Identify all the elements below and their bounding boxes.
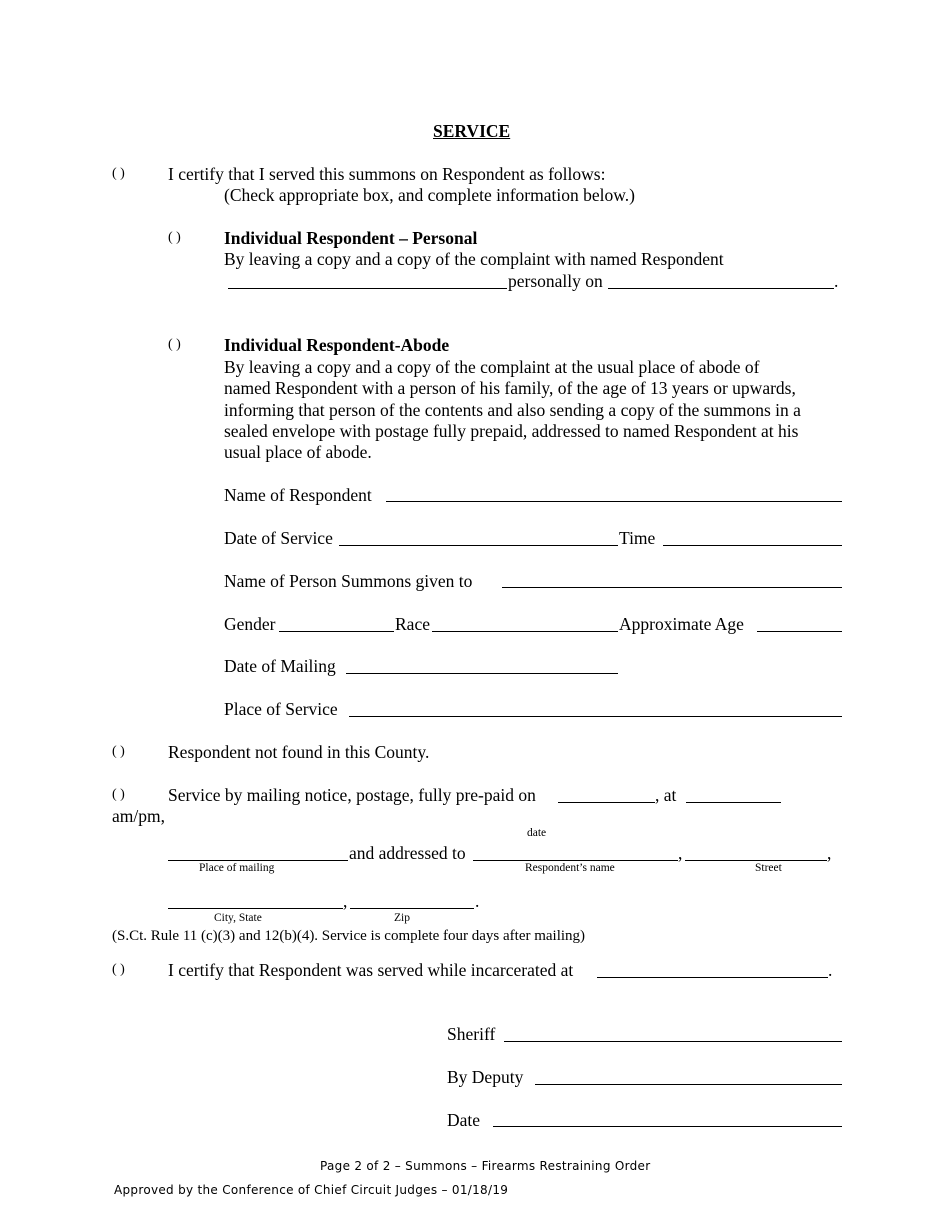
approximate-age-label: Approximate Age bbox=[619, 614, 744, 634]
personal-heading: Individual Respondent – Personal bbox=[224, 228, 478, 248]
place-of-mailing-caption: Place of mailing bbox=[199, 862, 275, 874]
street-caption: Street bbox=[755, 862, 782, 874]
sheriff-line[interactable] bbox=[504, 1041, 842, 1042]
approximate-age-line[interactable] bbox=[757, 631, 842, 632]
incarcerated-location-line[interactable] bbox=[597, 977, 828, 978]
personal-period: . bbox=[834, 271, 839, 291]
abode-line-4: sealed envelope with postage fully prepaid, addressed to named Respondent at his bbox=[224, 421, 799, 441]
place-of-service-line[interactable] bbox=[349, 716, 842, 717]
by-deputy-line[interactable] bbox=[535, 1084, 842, 1085]
personal-text: By leaving a copy and a copy of the complaint with named Respondent bbox=[224, 249, 724, 269]
mailing-checkbox[interactable]: ( ) bbox=[112, 787, 125, 802]
street-line[interactable] bbox=[685, 860, 827, 861]
by-deputy-label: By Deputy bbox=[447, 1067, 524, 1087]
date-line[interactable] bbox=[493, 1126, 842, 1127]
sheriff-label: Sheriff bbox=[447, 1024, 496, 1044]
place-of-service-label: Place of Service bbox=[224, 699, 338, 719]
footer-page: Page 2 of 2 – Summons – Firearms Restraining Order bbox=[320, 1159, 651, 1173]
gender-label: Gender bbox=[224, 614, 276, 634]
comma-3: , bbox=[343, 891, 348, 911]
date-of-service-label: Date of Service bbox=[224, 528, 333, 548]
comma-2: , bbox=[827, 843, 832, 863]
name-of-respondent-line[interactable] bbox=[386, 501, 842, 502]
race-label: Race bbox=[395, 614, 430, 634]
respondents-name-caption: Respondent’s name bbox=[525, 862, 615, 874]
mailing-text: Service by mailing notice, postage, fully pre-paid on bbox=[168, 785, 536, 805]
date-label: Date bbox=[447, 1110, 481, 1130]
rule-note: (S.Ct. Rule 11 (c)(3) and 12(b)(4). Service is complete four days after mailing) bbox=[112, 928, 586, 944]
name-of-person-line[interactable] bbox=[502, 587, 842, 588]
mailing-date-caption: date bbox=[527, 827, 547, 839]
zip-caption: Zip bbox=[394, 912, 410, 924]
name-of-respondent-label: Name of Respondent bbox=[224, 485, 372, 505]
not-found-checkbox[interactable]: ( ) bbox=[112, 744, 125, 759]
personal-respondent-name-line[interactable] bbox=[228, 288, 507, 289]
certify-instruction: (Check appropriate box, and complete information below.) bbox=[224, 185, 635, 205]
time-label: Time bbox=[619, 528, 656, 548]
date-of-mailing-label: Date of Mailing bbox=[224, 656, 336, 676]
personally-on-label: personally on bbox=[508, 271, 603, 291]
place-of-mailing-line[interactable] bbox=[168, 860, 348, 861]
footer-approved: Approved by the Conference of Chief Circuit Judges – 01/18/19 bbox=[114, 1183, 509, 1197]
mailing-time-line[interactable] bbox=[686, 802, 781, 803]
certify-served-text: I certify that I served this summons on Respondent as follows: bbox=[168, 164, 606, 184]
mailing-date-line[interactable] bbox=[558, 802, 655, 803]
comma-1: , bbox=[678, 843, 683, 863]
abode-heading: Individual Respondent-Abode bbox=[224, 335, 450, 355]
not-found-text: Respondent not found in this County. bbox=[168, 742, 430, 762]
mailing-ampm: am/pm, bbox=[112, 806, 165, 826]
abode-line-2: named Respondent with a person of his family, of the age of 13 years or upwards, bbox=[224, 378, 796, 398]
mailing-at-label: , at bbox=[655, 785, 677, 805]
personal-checkbox[interactable]: ( ) bbox=[168, 230, 181, 245]
personal-date-line[interactable] bbox=[608, 288, 834, 289]
addressed-to-label: and addressed to bbox=[349, 843, 466, 863]
incarcerated-checkbox[interactable]: ( ) bbox=[112, 962, 125, 977]
incarcerated-period: . bbox=[828, 960, 833, 980]
date-of-mailing-line[interactable] bbox=[346, 673, 618, 674]
time-line[interactable] bbox=[663, 545, 842, 546]
zip-line[interactable] bbox=[350, 908, 474, 909]
address-period: . bbox=[475, 891, 480, 911]
incarcerated-text: I certify that Respondent was served while incarcerated at bbox=[168, 960, 574, 980]
gender-line[interactable] bbox=[279, 631, 394, 632]
certify-served-checkbox[interactable]: ( ) bbox=[112, 166, 125, 181]
city-state-caption: City, State bbox=[214, 912, 262, 924]
city-state-line[interactable] bbox=[168, 908, 343, 909]
page-title: SERVICE bbox=[433, 121, 511, 141]
race-line[interactable] bbox=[432, 631, 618, 632]
respondent-name-line[interactable] bbox=[473, 860, 678, 861]
abode-line-3: informing that person of the contents and also sending a copy of the summons in a bbox=[224, 400, 801, 420]
abode-line-5: usual place of abode. bbox=[224, 442, 372, 462]
name-of-person-label: Name of Person Summons given to bbox=[224, 571, 473, 591]
abode-line-1: By leaving a copy and a copy of the complaint at the usual place of abode of bbox=[224, 357, 760, 377]
abode-checkbox[interactable]: ( ) bbox=[168, 337, 181, 352]
date-of-service-line[interactable] bbox=[339, 545, 618, 546]
